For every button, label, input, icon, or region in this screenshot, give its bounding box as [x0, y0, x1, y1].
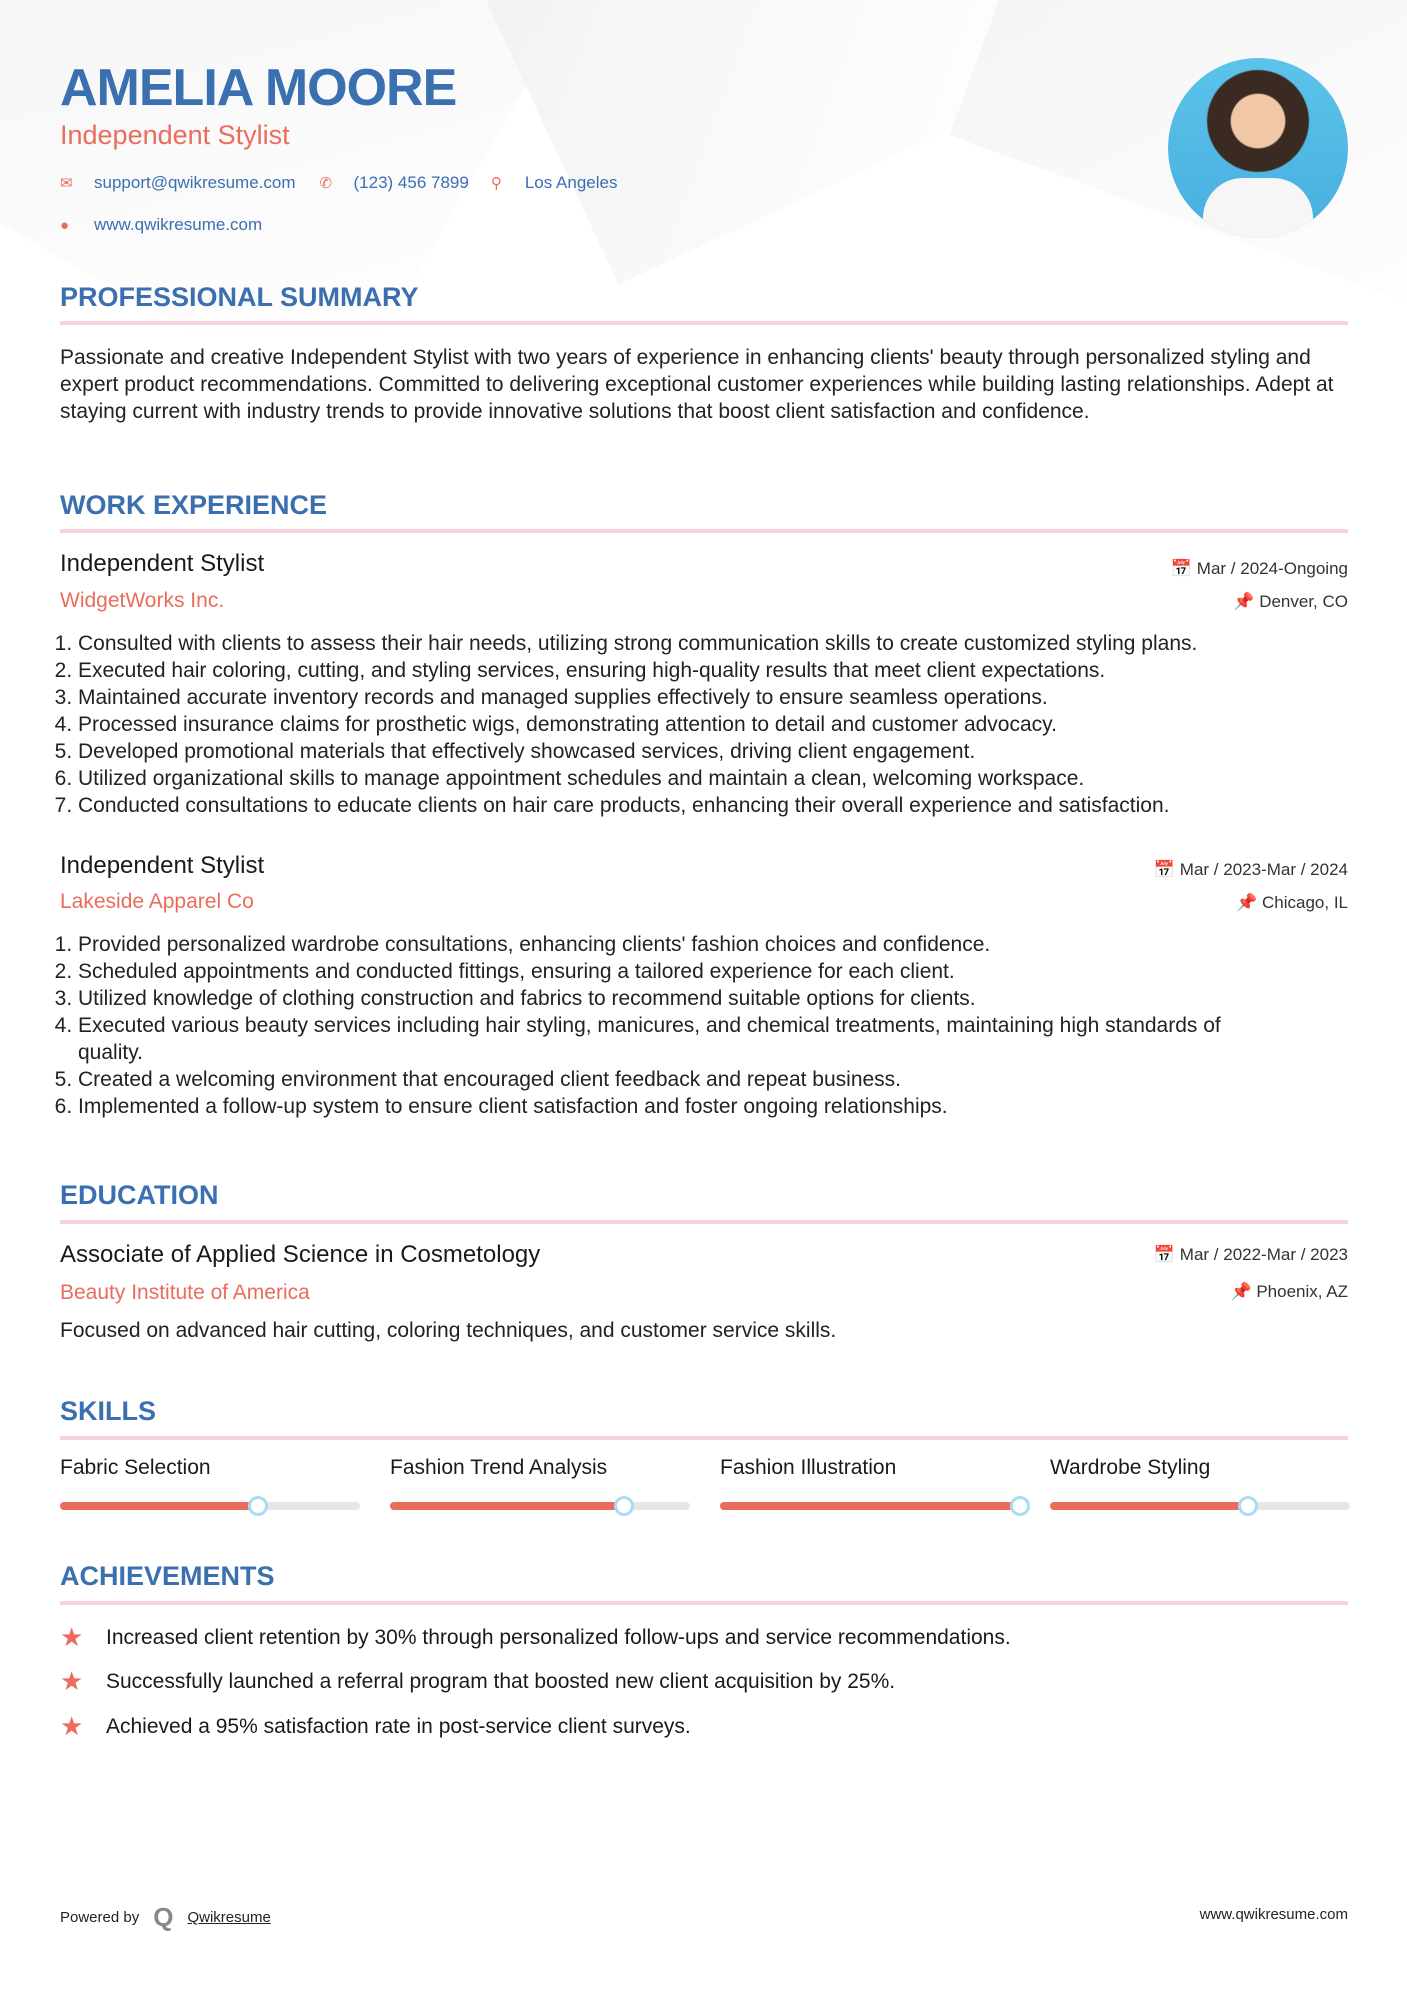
contact-row — [60, 173, 617, 193]
calendar-icon: 📅 — [1153, 1245, 1180, 1264]
phone-text: (123) 456 7899 — [353, 173, 469, 192]
list-item: 2. Executed hair coloring, cutting, and styling services, ensuring high-quality results that meet client expectations. — [78, 657, 1350, 684]
degree-title: Associate of Applied Science in Cosmetology — [60, 1241, 541, 1268]
job-title: Independent Stylist — [60, 550, 265, 577]
dates-text: Mar / 2023-Mar / 2024 — [1179, 860, 1348, 879]
list-item: 5. Developed promotional materials that effectively showcased services, driving client engagement. — [78, 738, 1350, 765]
skill-level-knob — [1010, 1496, 1030, 1516]
pin-icon: 📌 — [1236, 893, 1262, 912]
candidate-name: AMELIA MOORE — [60, 59, 457, 117]
job-location — [1233, 592, 1348, 612]
job-bullets — [60, 931, 1280, 1120]
skill-name: Wardrobe Styling — [1050, 1456, 1211, 1479]
star-icon: ★ — [60, 1622, 84, 1652]
summary-heading: PROFESSIONAL SUMMARY — [60, 282, 419, 312]
skill-item — [60, 1456, 360, 1510]
achievement-text: Achieved a 95% satisfaction rate in post-service client surveys. — [106, 1714, 691, 1738]
skill-level-knob — [1238, 1496, 1258, 1516]
company-name: WidgetWorks Inc. — [60, 589, 225, 612]
achievement-text: Successfully launched a referral program that boosted new client acquisition by 25%. — [106, 1669, 896, 1693]
skill-level-bar — [1050, 1502, 1350, 1510]
dates-text: Mar / 2022-Mar / 2023 — [1179, 1245, 1348, 1264]
skill-level-knob — [614, 1496, 634, 1516]
list-item: 1. Consulted with clients to assess their hair needs, utilizing strong communication skills to create customized styling plans. — [78, 630, 1350, 657]
skill-name: Fashion Trend Analysis — [390, 1456, 608, 1479]
skill-level-bar — [390, 1502, 690, 1510]
location-pin-icon: ⚲ — [490, 175, 502, 192]
skill-level-bar — [720, 1502, 1020, 1510]
profile-photo — [1168, 58, 1348, 238]
calendar-icon: 📅 — [1170, 559, 1197, 578]
skill-name: Fabric Selection — [60, 1456, 211, 1479]
school-name: Beauty Institute of America — [60, 1281, 310, 1304]
list-item: 4. Executed various beauty services including hair styling, manicures, and chemical treatments, maintaining high standards of quality. — [78, 1012, 1280, 1066]
list-item: 7. Conducted consultations to educate clients on hair care products, enhancing their overall experience and satisfaction. — [78, 792, 1350, 819]
list-item: 6. Utilized organizational skills to manage appointment schedules and maintain a clean, welcoming workspace. — [78, 765, 1350, 792]
website-row — [60, 215, 262, 235]
section-divider — [60, 1436, 1348, 1440]
job-title: Independent Stylist — [60, 852, 265, 879]
location-text: Denver, CO — [1259, 592, 1348, 611]
education-description: Focused on advanced hair cutting, coloring techniques, and customer service skills. — [60, 1319, 837, 1342]
skills-heading: SKILLS — [60, 1396, 157, 1426]
skill-item — [390, 1456, 690, 1510]
skill-level-bar — [60, 1502, 360, 1510]
skill-level-fill — [720, 1502, 1020, 1510]
pin-icon: 📌 — [1233, 592, 1260, 611]
skill-level-fill — [390, 1502, 624, 1510]
education-heading: EDUCATION — [60, 1180, 219, 1210]
list-item: 2. Scheduled appointments and conducted fittings, ensuring a tailored experience for each client. — [78, 958, 1280, 985]
star-icon: ★ — [60, 1666, 84, 1696]
candidate-title: Independent Stylist — [60, 120, 290, 150]
brand-link[interactable]: Qwikresume — [187, 1909, 271, 1926]
calendar-icon: 📅 — [1153, 860, 1180, 879]
list-item: 5. Created a welcoming environment that encouraged client feedback and repeat business. — [78, 1066, 1280, 1093]
skill-name: Fashion Illustration — [720, 1456, 897, 1479]
section-divider — [60, 1220, 1348, 1224]
education-dates — [1154, 1245, 1348, 1265]
dates-text: Mar / 2024-Ongoing — [1196, 559, 1348, 578]
skill-level-fill — [60, 1502, 258, 1510]
work-heading: WORK EXPERIENCE — [60, 490, 328, 520]
footer-powered — [60, 1902, 271, 1933]
skill-item — [720, 1456, 1020, 1510]
achievement-text: Increased client retention by 30% through personalized follow-ups and service recommendations. — [106, 1625, 1011, 1649]
globe-icon: ● — [60, 216, 70, 234]
section-divider — [60, 1601, 1348, 1605]
phone-icon: ✆ — [319, 175, 333, 192]
website-link[interactable]: www.qwikresume.com — [94, 215, 263, 234]
job-bullets — [60, 630, 1350, 819]
section-divider — [60, 529, 1348, 533]
skill-level-fill — [1050, 1502, 1248, 1510]
achievements-heading: ACHIEVEMENTS — [60, 1561, 275, 1591]
star-icon: ★ — [60, 1711, 84, 1741]
education-location — [1230, 1282, 1348, 1302]
powered-by-text: Powered by — [60, 1909, 140, 1926]
location-text: Los Angeles — [524, 173, 618, 192]
job-dates — [1154, 860, 1348, 880]
location-text: Phoenix, AZ — [1256, 1282, 1348, 1301]
footer-website[interactable]: www.qwikresume.com — [1199, 1906, 1348, 1923]
list-item: 4. Processed insurance claims for prosthetic wigs, demonstrating attention to detail and customer advocacy. — [78, 711, 1350, 738]
section-divider — [60, 321, 1348, 325]
list-item: 6. Implemented a follow-up system to ensure client satisfaction and foster ongoing relationships. — [78, 1093, 1280, 1120]
location-text: Chicago, IL — [1262, 893, 1348, 912]
list-item: 3. Utilized knowledge of clothing construction and fabrics to recommend suitable options for clients. — [78, 985, 1280, 1012]
pin-icon: 📌 — [1230, 1282, 1257, 1301]
list-item: 3. Maintained accurate inventory records and managed supplies effectively to ensure seamless operations. — [78, 684, 1350, 711]
qwikresume-logo-icon: Q — [153, 1902, 174, 1932]
skill-item — [1050, 1456, 1350, 1510]
job-dates — [1171, 559, 1348, 579]
skill-level-knob — [248, 1496, 268, 1516]
summary-text: Passionate and creative Independent Stylist with two years of experience in enhancing clients' beauty through personalized styling and expert product recommendations. Committed to delivering exceptional customer experiences while building lasting relationships. Adept at staying current with industry trends to provide innovative solutions that boost client satisfaction and confidence. — [60, 346, 1334, 423]
achievement-item — [60, 1711, 691, 1742]
job-location — [1236, 893, 1348, 913]
email-link[interactable]: support@qwikresume.com — [94, 173, 296, 192]
list-item: 1. Provided personalized wardrobe consultations, enhancing clients' fashion choices and confidence. — [78, 931, 1280, 958]
achievement-item — [60, 1666, 895, 1697]
email-icon: ✉ — [60, 175, 73, 192]
company-name: Lakeside Apparel Co — [60, 890, 254, 913]
achievement-item — [60, 1622, 1011, 1653]
